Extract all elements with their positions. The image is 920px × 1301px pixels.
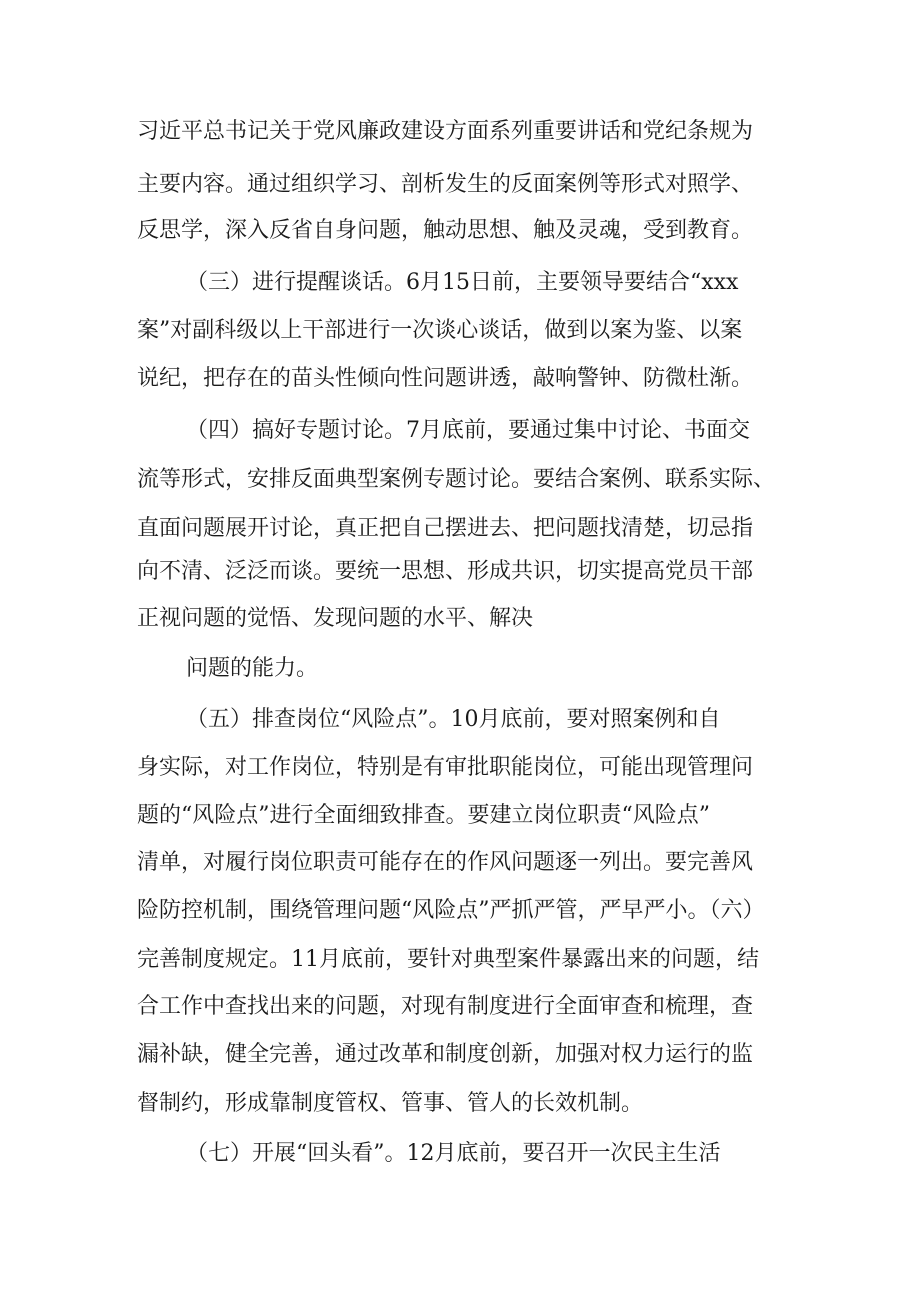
text-line: 直面问题展开讨论，真正把自己摆进去、把问题找清楚，切忌指	[137, 516, 754, 541]
text-line: 向不清、泛泛而谈。要统一思想、形成共识，切实提高党员干部	[137, 559, 754, 584]
text-line: （四）搞好专题讨论。7月底前，要通过集中讨论、书面交	[186, 418, 750, 443]
text-line: 案”对副科级以上干部进行一次谈心谈话，做到以案为鉴、以案	[137, 318, 743, 343]
text-line: 身实际，对工作岗位，特别是有审批职能岗位，可能出现管理问	[137, 755, 754, 780]
text-line: 完善制度规定。11月底前，要针对典型案件暴露出来的问题，结	[137, 947, 759, 972]
text-line: 流等形式，安排反面典型案例专题讨论。要结合案例、联系实际、	[137, 467, 776, 492]
text-line: 反思学，深入反省自身问题，触动思想、触及灵魂，受到教育。	[137, 218, 754, 243]
text-line: （七）开展“回头看”。12月底前，要召开一次民主生活	[186, 1141, 721, 1166]
text-line: （五）排查岗位“风险点”。10月底前，要对照案例和自	[186, 707, 721, 732]
text-line: 督制约，形成靠制度管权、管事、管人的长效机制。	[137, 1091, 644, 1116]
text-line: 正视问题的觉悟、发现问题的水平、解决	[137, 606, 534, 631]
text-line: 问题的能力。	[186, 656, 319, 681]
text-line: 漏补缺，健全完善，通过改革和制度创新，加强对权力运行的监	[137, 1042, 754, 1067]
text-line: 习近平总书记关于党风廉政建设方面系列重要讲话和党纪条规为	[137, 119, 754, 144]
text-line: 险防控机制，围绕管理问题“风险点”严抓严管，严早严小。（六）	[137, 898, 765, 923]
text-line: 清单，对履行岗位职责可能存在的作风问题逐一列出。要完善风	[137, 850, 754, 875]
text-line: 主要内容。通过组织学习、剖析发生的反面案例等形式对照学、	[137, 172, 754, 197]
text-line: （三）进行提醒谈话。6月15日前，主要领导要结合“xxx	[186, 270, 739, 295]
text-line: 合工作中查找出来的问题，对现有制度进行全面审查和梳理，查	[137, 994, 754, 1019]
text-line: 题的“风险点”进行全面细致排查。要建立岗位职责“风险点”	[137, 803, 710, 828]
text-line: 说纪，把存在的苗头性倾向性问题讲透，敲响警钟、防微杜渐。	[137, 366, 754, 391]
